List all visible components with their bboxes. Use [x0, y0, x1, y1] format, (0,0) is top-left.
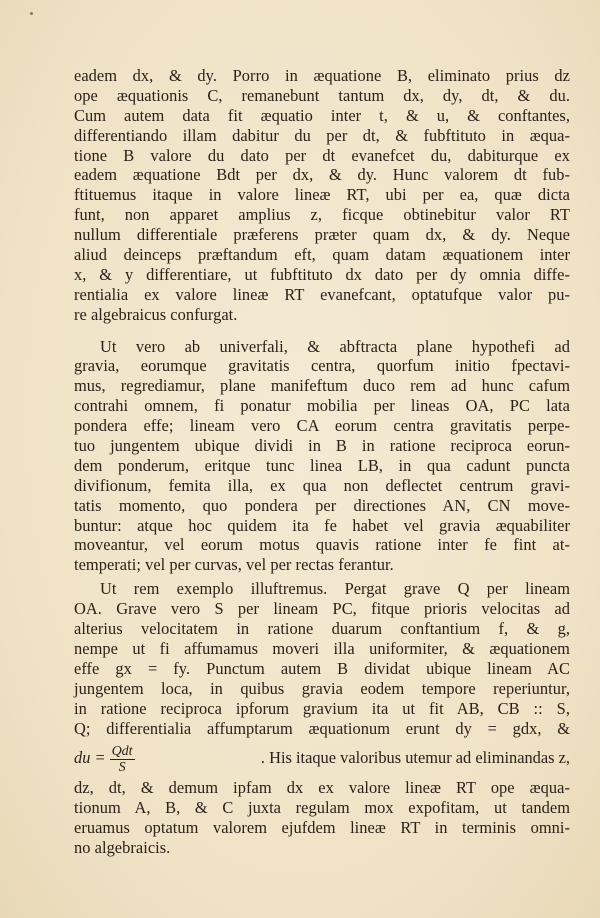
text-line: rentialia ex valore lineæ RT evanefcant, optatufque valor pu-	[74, 284, 570, 304]
text-line: eadem æquatione Bdt per dx, & dy. Hunc valorem dt fub-	[74, 165, 570, 185]
paper-speck	[30, 12, 33, 15]
paragraph-3	[74, 579, 570, 858]
text-line: ftituemus itaque in valore lineæ RT, ubi per ea, quæ dicta	[74, 185, 570, 205]
fraction	[110, 744, 135, 775]
formula-expression	[74, 738, 141, 778]
text-line: Q; differentialia affumptarum æquationum erunt dy = gdx, &	[74, 718, 570, 738]
paragraph-1	[74, 66, 570, 325]
text-line: tione B valore du dato per dt evanefcet du, dabiturque ex	[74, 145, 570, 165]
text-line: divifionum, femita illa, ex qua non deflectet centrum gravi-	[74, 475, 570, 495]
fraction-numerator: Qdt	[111, 744, 133, 760]
text-line: Ut rem exemplo illuftremus. Pergat grave Q per lineam	[100, 579, 570, 599]
text-line: nullum differentiale præferens præter quam dx, & dy. Neque	[74, 225, 570, 245]
text-line: tuo jungentem ubique dividi in B in ratione reciproca eorun-	[74, 436, 570, 456]
formula-lhs: du =	[74, 748, 106, 768]
text-line: tionum A, B, & C juxta regulam mox expofitam, ut tandem	[74, 798, 570, 818]
text-line: x, & y differentiare, ut fubftituto dx dato per dy omnia diffe-	[74, 264, 570, 284]
text-line: effe gx = fy. Punctum autem B dividat ubique lineam AC	[74, 658, 570, 678]
text-line: Ut vero ab univerfali, & abftracta plane hypothefi ad	[100, 336, 570, 356]
text-line: funt, non apparet amplius z, ficque obtinebitur valor RT	[74, 205, 570, 225]
text-line: jungentem loca, in quibus gravia eodem tempore reperiuntur,	[74, 678, 570, 698]
text-line: gravia, eorumque gravitatis centra, quorfum initio fpectavi-	[74, 356, 570, 376]
text-line: mus, regrediamur, plane manifeftum duco rem ad hunc cafum	[74, 376, 570, 396]
text-line: buntur: atque hoc quidem ita fe habet vel gravia æquabiliter	[74, 515, 570, 535]
text-line: moveantur, vel eorum motus quavis ratione inter fe fint at-	[74, 535, 570, 555]
text-line: ope æquationis C, remanebunt tantum dx, dy, dt, & du.	[74, 85, 570, 105]
formula-line	[74, 738, 570, 778]
text-line: eruamus optatum valorem ejufdem lineæ RT in terminis omni-	[74, 818, 570, 838]
text-line: differentiando illam dabitur du per dt, & fubftituto in æqua-	[74, 125, 570, 145]
fraction-denominator: S	[118, 760, 126, 776]
paragraph-2	[74, 337, 570, 576]
text-line: eadem dx, & dy. Porro in æquatione B, eliminato prius dz	[74, 66, 570, 85]
text-line: pondera effe; lineam vero CA eorum centra gravitatis perpe-	[74, 416, 570, 436]
text-line: nempe ut fi affumamus moveri illa uniformiter, & æquationem	[74, 638, 570, 658]
text-line: no algebraicis.	[74, 838, 171, 858]
text-line: dem ponderum, eritque tunc linea LB, in qua cadunt puncta	[74, 455, 570, 475]
formula-continuation: . His itaque valoribus utemur ad eliminandas z,	[260, 748, 570, 768]
text-line: in ratione reciproca ipforum gravium ita ut fit AB, CB :: S,	[74, 698, 570, 718]
text-line: OA. Grave vero S per lineam PC, fitque prioris velocitas ad	[74, 599, 570, 619]
text-line: Cum autem data fit æquatio inter t, & u, & conftantes,	[74, 105, 570, 125]
text-line: alterius velocitatem in ratione duarum conftantium f, & g,	[74, 619, 570, 639]
text-line: aliud deinceps præftandum eft, quam datam æquationem inter	[74, 245, 570, 265]
text-line: re algebraicus confurgat.	[74, 304, 238, 324]
text-line: dz, dt, & demum ipfam dx ex valore lineæ RT ope æqua-	[74, 778, 570, 798]
text-line: temperati; vel per curvas, vel per rectas ferantur.	[74, 555, 394, 575]
page-text	[74, 66, 570, 858]
text-line: tatis momento, quo pondera per directiones AN, CN move-	[74, 495, 570, 515]
text-line: contrahi omnem, fi ponatur mobilia per lineas OA, PC lata	[74, 396, 570, 416]
